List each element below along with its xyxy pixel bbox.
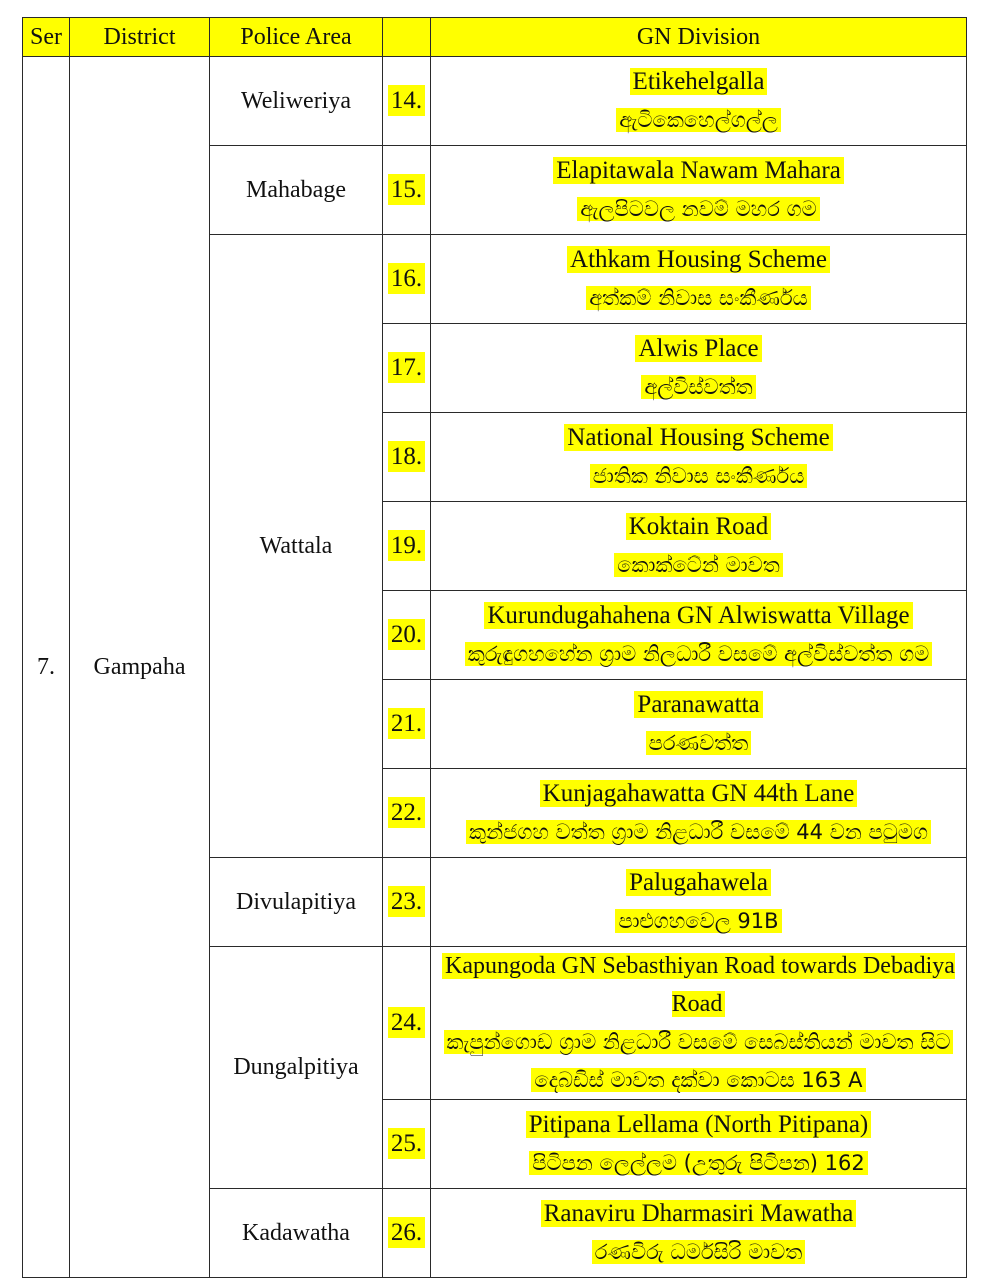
row-number-cell: [383, 146, 431, 235]
row-number: 16.: [388, 263, 425, 294]
police-area-mahabage: Mahabage: [210, 146, 383, 235]
police-area-weliweriya: Weliweriya: [210, 57, 383, 146]
gn-name-english: Ranaviru Dharmasiri Mawatha: [541, 1200, 857, 1227]
gn-name-english: Elapitawala Nawam Mahara: [553, 157, 844, 184]
row-number: 19.: [388, 530, 425, 561]
gn-division-cell: [431, 1189, 967, 1278]
row-number-cell: [383, 680, 431, 769]
gn-division-cell: [431, 1100, 967, 1189]
gn-division-cell: [431, 858, 967, 947]
table-row: [23, 57, 967, 146]
police-area-dungalpitiya: Dungalpitiya: [210, 947, 383, 1189]
police-area-divulapitiya: Divulapitiya: [210, 858, 383, 947]
gn-name-sinhala: කුරුඳුගහහේන ග්‍රාම නිලධාරී වසමේ අල්විස්වත්ත ගම: [465, 642, 932, 666]
row-number-cell: [383, 1100, 431, 1189]
gn-name-english: Paranawatta: [634, 691, 762, 718]
row-number: 26.: [388, 1217, 425, 1248]
row-number: 20.: [388, 619, 425, 650]
police-area-kadawatha: Kadawatha: [210, 1189, 383, 1278]
gn-name-sinhala: පාළුගහවෙල 91B: [615, 909, 781, 933]
gn-name-english: Palugahawela: [626, 869, 771, 896]
row-number-cell: [383, 858, 431, 947]
ser-cell: 7.: [23, 57, 70, 1278]
header-row: [23, 18, 967, 57]
row-number: 18.: [388, 441, 425, 472]
gn-name-sinhala: ජාතික නිවාස සංකීර්ණය: [590, 464, 808, 488]
row-number: 17.: [388, 352, 425, 383]
gn-division-cell: [431, 502, 967, 591]
row-number-cell: [383, 57, 431, 146]
row-number-cell: [383, 235, 431, 324]
gn-name-sinhala: ඇලපිටවල නවම් මහර ගම: [577, 197, 819, 221]
police-area-wattala: Wattala: [210, 235, 383, 858]
row-number-cell: [383, 769, 431, 858]
row-number: 25.: [388, 1128, 425, 1159]
gn-name-sinhala: රණවිරු ධර්මසිරි මාවත: [592, 1240, 806, 1264]
row-number: 22.: [388, 797, 425, 828]
gn-division-cell: [431, 146, 967, 235]
row-number-cell: [383, 502, 431, 591]
row-number-cell: [383, 413, 431, 502]
gn-name-sinhala: අත්කම් නිවාස සංකීර්ණය: [586, 286, 811, 310]
row-number: 24.: [388, 1007, 425, 1038]
gn-name-english: National Housing Scheme: [564, 424, 832, 451]
header-gn-division: GN Division: [431, 18, 967, 57]
gn-name-sinhala: කුන්ජගහ වත්ත ග්‍රාම නිළධාරී වසමේ 44 වන පටුමග: [466, 820, 931, 844]
header-ser: Ser: [23, 18, 70, 57]
gn-division-cell: [431, 324, 967, 413]
gn-name-english: Athkam Housing Scheme: [567, 246, 830, 273]
row-number-cell: [383, 947, 431, 1100]
gn-division-cell: [431, 413, 967, 502]
row-number: 23.: [388, 886, 425, 917]
row-number: 15.: [388, 174, 425, 205]
header-number: [383, 18, 431, 57]
gn-division-table: [22, 17, 967, 1278]
row-number-cell: [383, 591, 431, 680]
district-cell: Gampaha: [70, 57, 210, 1278]
gn-name-sinhala-line2: දෙබඩිස් මාවත දක්වා කොටස 163 A: [531, 1068, 865, 1092]
header-district: District: [70, 18, 210, 57]
row-number-cell: [383, 1189, 431, 1278]
header-police-area: Police Area: [210, 18, 383, 57]
gn-division-cell: [431, 235, 967, 324]
gn-division-cell: [431, 947, 967, 1100]
row-number: 14.: [388, 85, 425, 116]
gn-name-sinhala: අල්විස්වත්ත: [641, 375, 755, 399]
gn-division-cell: [431, 57, 967, 146]
gn-name-english: Etikehelgalla: [630, 68, 768, 95]
gn-name-english: Kapungoda GN Sebasthiyan Road towards Debadiya Road: [442, 953, 955, 1017]
row-number-cell: [383, 324, 431, 413]
gn-name-english: Koktain Road: [626, 513, 772, 540]
gn-name-sinhala: කොක්ටේන් මාවත: [614, 553, 783, 577]
gn-division-cell: [431, 769, 967, 858]
gn-division-cell: [431, 680, 967, 769]
gn-name-english: Pitipana Lellama (North Pitipana): [526, 1111, 872, 1138]
row-number: 21.: [388, 708, 425, 739]
gn-division-cell: [431, 591, 967, 680]
gn-name-english: Kurundugahahena GN Alwiswatta Village: [484, 602, 912, 629]
gn-name-sinhala: පිටිපන ලෙල්ලම (උතුරු පිටිපන) 162: [529, 1151, 867, 1175]
gn-name-english: Kunjagahawatta GN 44th Lane: [540, 780, 858, 807]
gn-name-sinhala: ඇටිකෙහෙල්ගල්ල: [616, 108, 781, 132]
gn-name-english: Alwis Place: [635, 335, 761, 362]
gn-name-sinhala: පරණවත්ත: [646, 731, 752, 755]
gn-name-sinhala: කැපුන්ගොඩ ග්‍රාම නිළධාරී වසමේ සෙබස්තියන් මාවත සිට: [444, 1030, 954, 1054]
